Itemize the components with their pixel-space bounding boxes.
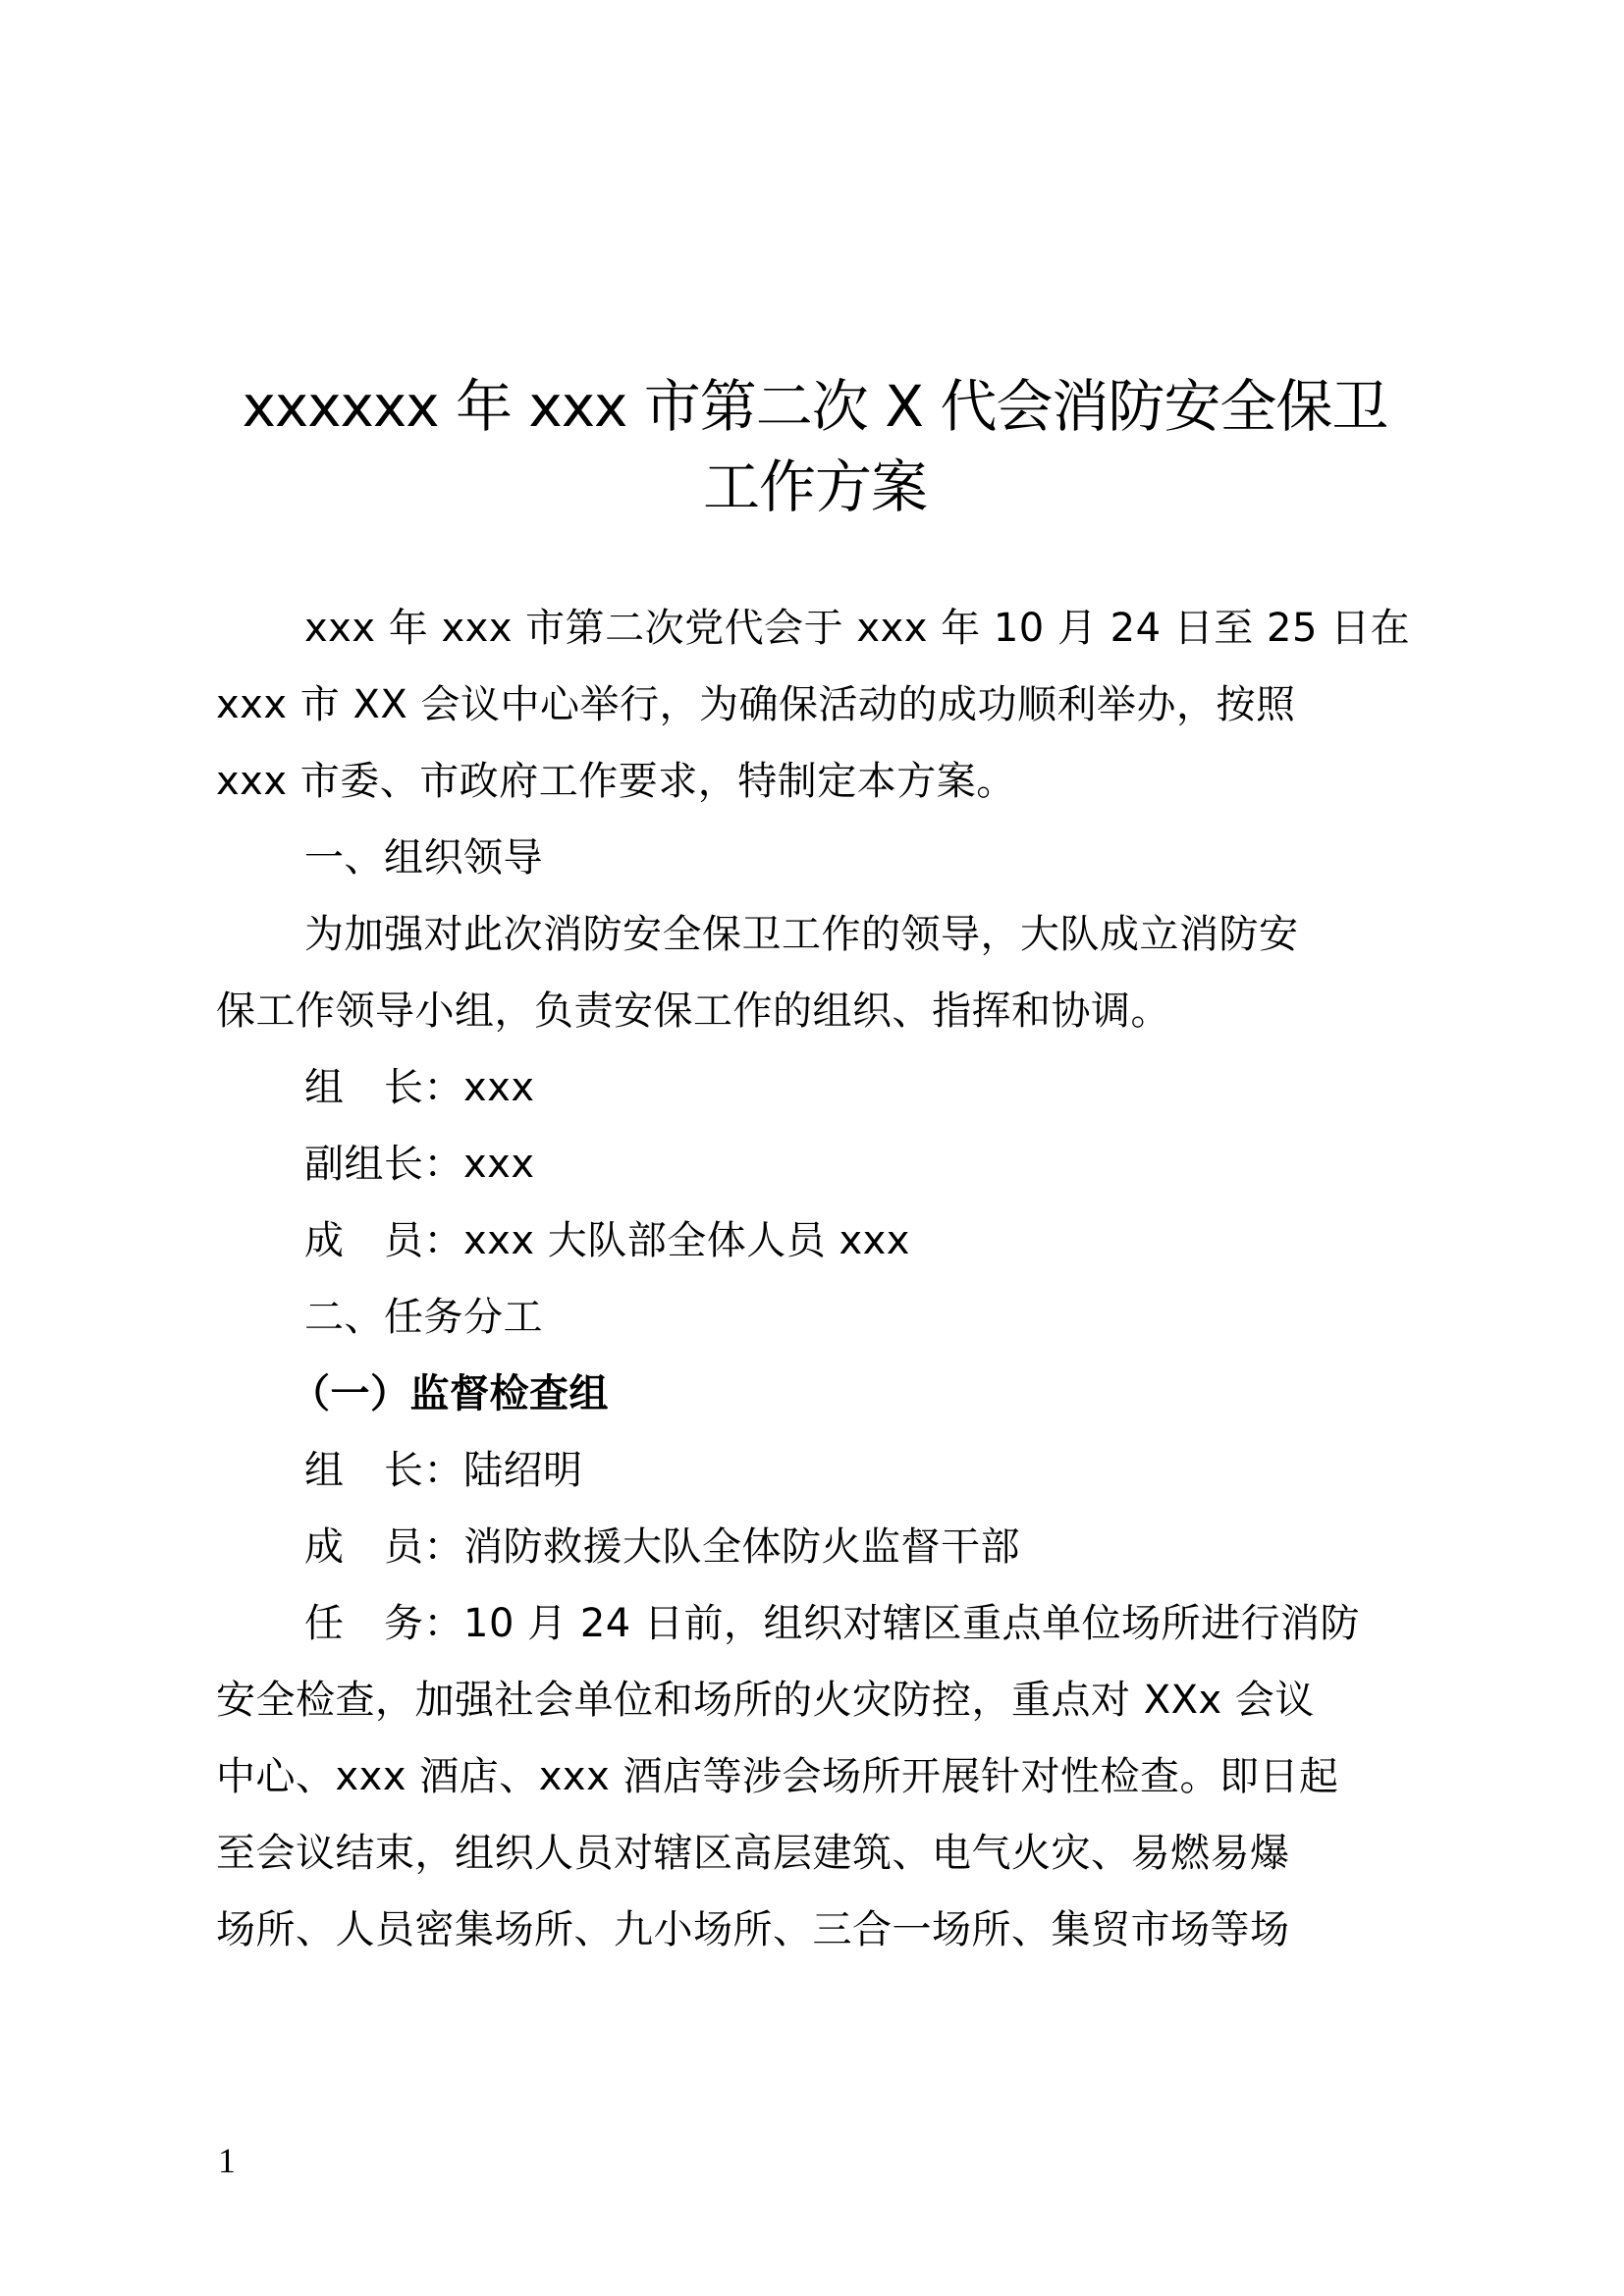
intro-line: xxx 市 XX 会议中心举行，为确保活动的成功顺利举办，按照 — [216, 682, 1296, 727]
task-line: 至会议结束，组织人员对辖区高层建筑、电气火灾、易燃易爆 — [216, 1831, 1290, 1876]
intro-line: xxx 年 xxx 市第二次党代会于 xxx 年 10 月 24 日至 25 日在 — [304, 606, 1411, 651]
group-leader-line: 组 长：陆绍明 — [304, 1448, 583, 1493]
task-line: 场所、人员密集场所、九小场所、三合一场所、集贸市场等场 — [216, 1907, 1290, 1952]
task-line: 安全检查，加强社会单位和场所的火灾防控，重点对 XXx 会议 — [216, 1678, 1315, 1723]
leader-line: 组 长：xxx — [304, 1065, 535, 1110]
task-line: 任 务：10 月 24 日前，组织对辖区重点单位场所进行消防 — [304, 1601, 1360, 1646]
section-heading-1: 一、组织领导 — [304, 835, 543, 881]
title-line-1: xxxxxx 年 xxx 市第二次 X 代会消防安全保卫 — [242, 373, 1388, 440]
title-line-2: 工作方案 — [702, 454, 927, 520]
section-heading-2: 二、任务分工 — [304, 1295, 543, 1340]
deputy-leader-line: 副组长：xxx — [304, 1142, 535, 1187]
page-number: 1 — [218, 2141, 236, 2180]
subsection-heading: （一）监督检查组 — [291, 1371, 609, 1416]
section1-body-line: 为加强对此次消防安全保卫工作的领导，大队成立消防安 — [304, 912, 1299, 957]
group-members-line: 成 员：消防救援大队全体防火监督干部 — [304, 1524, 1020, 1570]
members-line: 成 员：xxx 大队部全体人员 xxx — [304, 1218, 910, 1263]
section1-body-line: 保工作领导小组，负责安保工作的组织、指挥和协调。 — [216, 988, 1170, 1034]
intro-line: xxx 市委、市政府工作要求，特制定本方案。 — [216, 759, 1016, 804]
task-line: 中心、xxx 酒店、xxx 酒店等涉会场所开展针对性检查。即日起 — [216, 1754, 1339, 1799]
